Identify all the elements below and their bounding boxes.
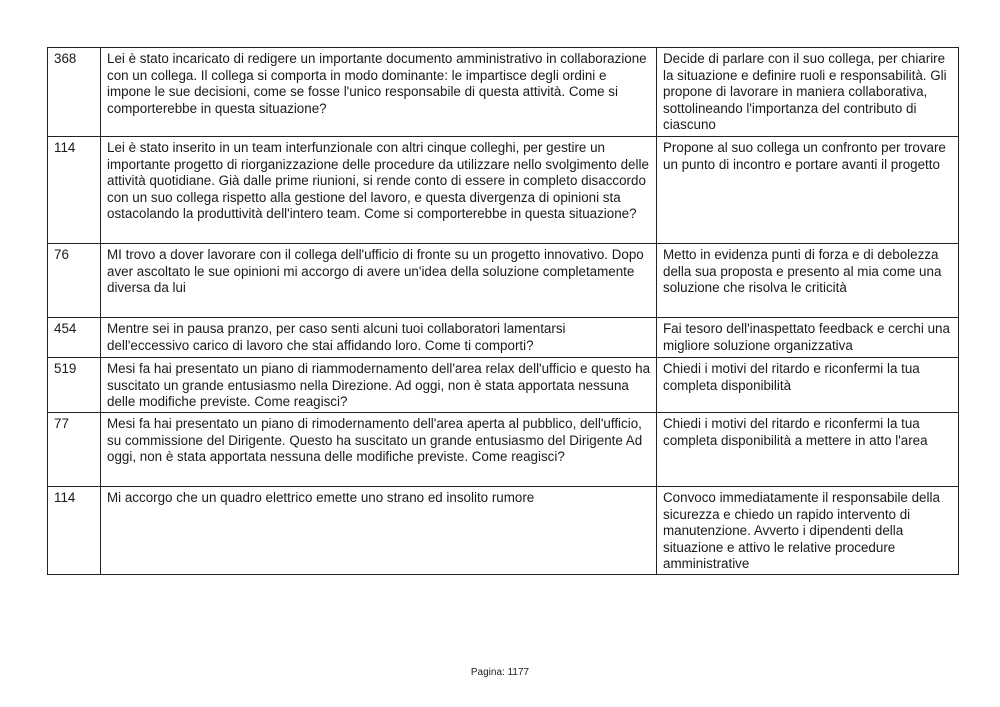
question-text: Mesi fa hai presentato un piano di riammodernamento dell'area relax dell'ufficio e questo ha suscitato un grande entusiasmo nella Direzione. Ad oggi, non è stata apportata nessuna delle modifiche previste. Come reagisci? [101,358,657,413]
table-row [48,244,959,318]
table-row [48,48,959,137]
answer-text: Chiedi i motivi del ritardo e riconfermi la tua completa disponibilità a mettere in atto l'area [657,413,959,487]
answer-text: Convoco immediatamente il responsabile della sicurezza e chiedo un rapido intervento di manutenzione. Avverto i dipendenti della situazione e attivo le relative procedure amministrative [657,487,959,575]
question-id: 114 [48,487,101,575]
question-id: 519 [48,358,101,413]
answer-text: Metto in evidenza punti di forza e di debolezza della sua proposta e presento al mia come una soluzione che risolva le criticità [657,244,959,318]
question-text: Lei è stato incaricato di redigere un importante documento amministrativo in collaborazione con un collega. Il collega si comporta in modo dominante: le impartisce degli ordini e impone le sue decisioni, come se fosse l'unico responsabile di questa attività. Come si comporterebbe in questa situazione? [101,48,657,137]
question-text: Mesi fa hai presentato un piano di rimodernamento dell'area aperta al pubblico, dell'ufficio, su commissione del Dirigente. Questo ha suscitato un grande entusiasmo del Dirigente Ad oggi, non è stata apportata nessuna delle modifiche previste. Come reagisci? [101,413,657,487]
question-id: 368 [48,48,101,137]
question-text: Lei è stato inserito in un team interfunzionale con altri cinque colleghi, per gestire un importante progetto di riorganizzazione delle procedure da utilizzare nello svolgimento delle attività quotidiane. Già dalle prime riunioni, si rende conto di essere in completo disaccordo con un suo collega rispetto alla gestione del lavoro, e questa divergenza di opinioni sta ostacolando la produttività dell'intero team. Come si comporterebbe in questa situazione? [101,137,657,244]
table-row [48,318,959,358]
question-id: 76 [48,244,101,318]
question-id: 114 [48,137,101,244]
question-text: Mentre sei in pausa pranzo, per caso senti alcuni tuoi collaboratori lamentarsi dell'eccessivo carico di lavoro che stai affidando loro. Come ti comporti? [101,318,657,358]
answer-text: Decide di parlare con il suo collega, per chiarire la situazione e definire ruoli e responsabilità. Gli propone di lavorare in maniera collaborativa, sottolineando l'importanza del contributo di ciascuno [657,48,959,137]
table-row [48,413,959,487]
table-row [48,137,959,244]
page-number: Pagina: 1177 [470,667,530,678]
answer-text: Chiedi i motivi del ritardo e riconfermi la tua completa disponibilità [657,358,959,413]
question-id: 77 [48,413,101,487]
answer-text: Fai tesoro dell'inaspettato feedback e cerchi una migliore soluzione organizzativa [657,318,959,358]
question-text: MI trovo a dover lavorare con il collega dell'ufficio di fronte su un progetto innovativo. Dopo aver ascoltato le sue opinioni mi accorgo di avere un'idea della soluzione completamente diversa da lui [101,244,657,318]
answer-text: Propone al suo collega un confronto per trovare un punto di incontro e portare avanti il progetto [657,137,959,244]
question-table [47,47,959,575]
table-row [48,487,959,575]
table-row [48,358,959,413]
question-id: 454 [48,318,101,358]
question-text: Mi accorgo che un quadro elettrico emette uno strano ed insolito rumore [101,487,657,575]
